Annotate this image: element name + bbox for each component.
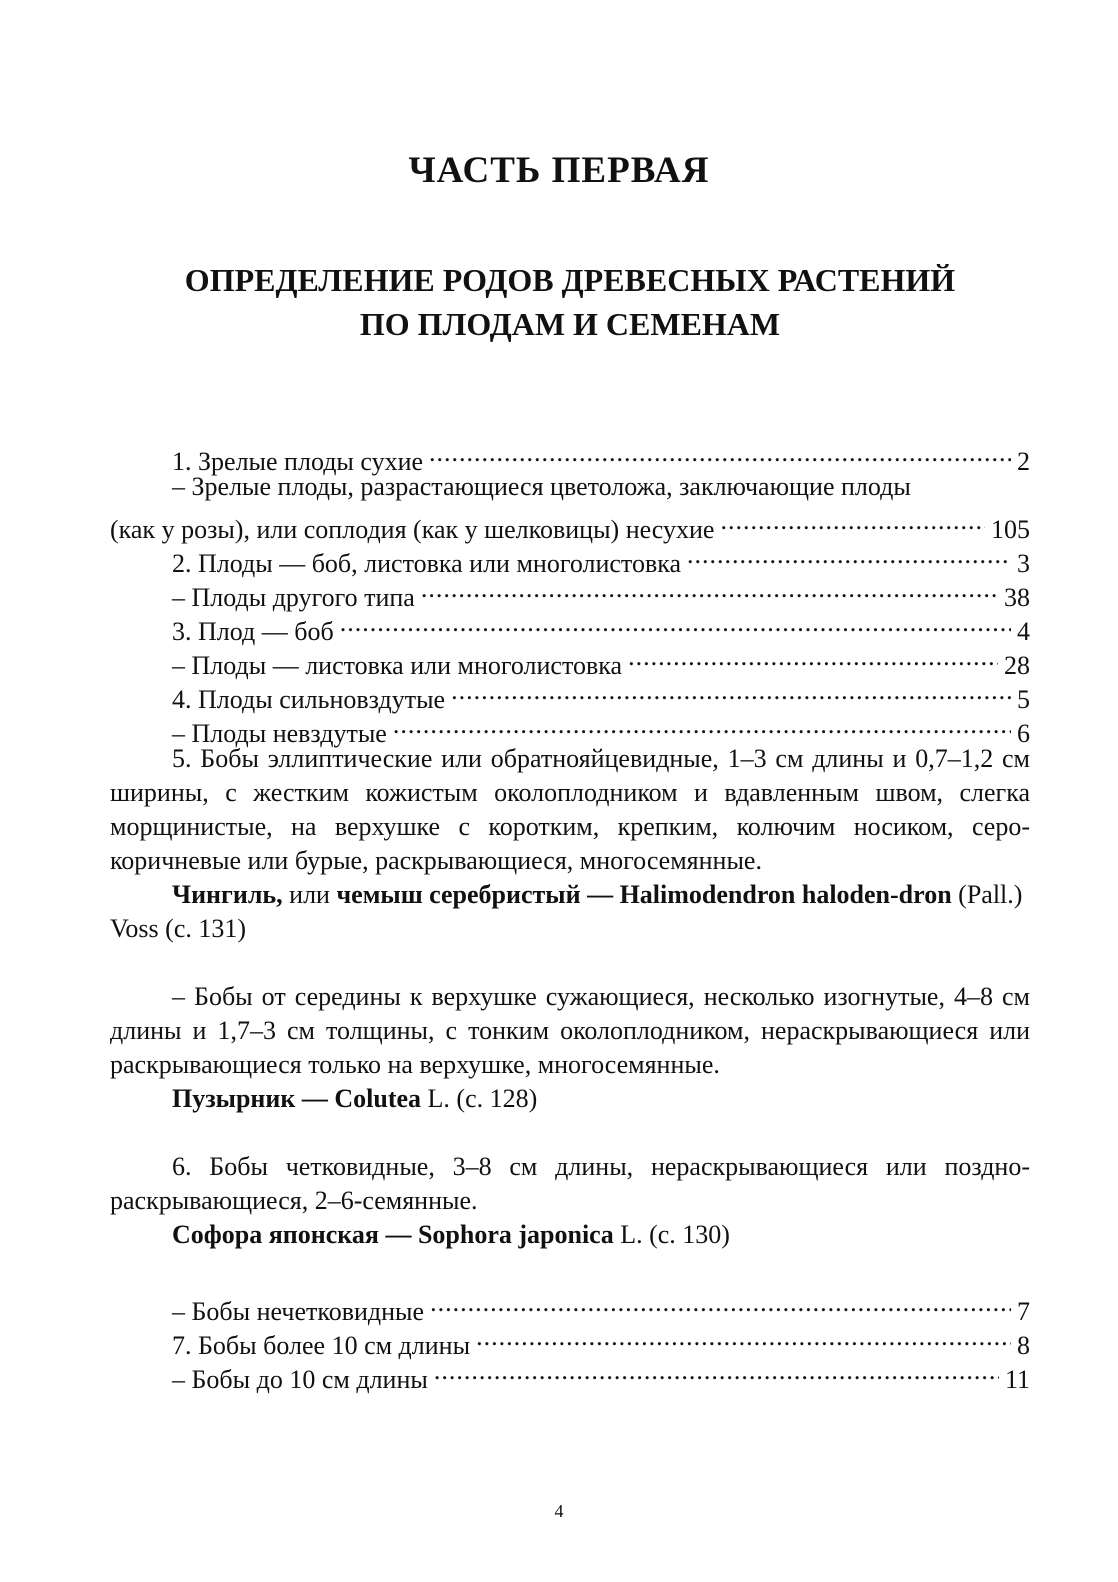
taxon-reference: L. (с. 130) — [613, 1220, 730, 1249]
key-line-text: 1. Зрелые плоды сухие — [172, 447, 424, 476]
section-title-line-2: ПО ПЛОДАМ И СЕМЕНАМ — [359, 306, 781, 342]
spacer — [110, 1116, 1030, 1150]
dot-leader — [628, 640, 998, 674]
taxon-entry-sophora — [110, 1218, 1030, 1252]
key-line-text: – Бобы до 10 см длины — [172, 1365, 428, 1394]
dot-leader — [451, 674, 1011, 708]
key-line-text: 3. Плод — боб — [172, 617, 334, 646]
dot-leader — [687, 538, 1011, 572]
dot-leader — [720, 504, 985, 538]
key-line-ref: 7 — [1017, 1297, 1030, 1326]
key-line-text: – Плоды — листовка или многолистовка — [172, 651, 623, 680]
key-paragraph-5b: – Бобы от середины к верхушке сужающиеся, несколько изогнутые, 4–8 см длины и 1,7–3 см толщины, с тонким околоплодником, нераскрывающиеся или раскрывающиеся только на верхушке, многосемянные. — [110, 982, 1030, 1079]
key-line-1b-first — [110, 470, 1030, 504]
key-line-ref: 2 — [1017, 447, 1030, 476]
key-line-ref: 8 — [1017, 1331, 1030, 1360]
key-line-text: – Плоды другого типа — [172, 583, 415, 612]
key-line-text: – Бобы нечетковидные — [172, 1297, 425, 1326]
dot-leader — [430, 1286, 1011, 1320]
dot-leader — [421, 572, 998, 606]
key-paragraph-5: 5. Бобы эллиптические или обратнояйцевидные, 1–3 см длины и 0,7–1,2 см ширины, с жестким кожистым околоплодником и вдавленным швом, слегка морщинистые, на верхушке с коротким, крепким, колючим носиком, серо-коричневые или бурые, раскрывающиеся, многосемянные. — [110, 744, 1030, 875]
key-line-text: 7. Бобы более 10 см длины — [172, 1331, 471, 1360]
taxon-entry-halimodendron — [110, 878, 1030, 946]
key-line-ref: 28 — [1004, 651, 1030, 680]
taxon-name: Чингиль, — [172, 880, 283, 909]
key-line-text: 4. Плоды сильновздутые — [172, 685, 446, 714]
key-line-text: (как у розы), или соплодия (как у шелковицы) несухие — [110, 515, 715, 544]
key-line-ref: 105 — [991, 515, 1030, 544]
dot-leader — [476, 1320, 1011, 1354]
key-line-ref: 6 — [1017, 719, 1030, 748]
taxon-name: Софора японская — Sophora japonica — [172, 1220, 614, 1249]
taxon-entry-colutea — [110, 1082, 1030, 1116]
key-line-text: – Плоды невздутые — [172, 719, 387, 748]
key-line-text: – Зрелые плоды, разрастающиеся цветоложа, заключающие плоды — [172, 472, 911, 501]
key-line-1b-second — [110, 504, 1030, 544]
key-line-ref: 11 — [1004, 1365, 1030, 1394]
identification-key — [110, 436, 1030, 1394]
key-line-1 — [110, 436, 1030, 476]
taxon-name: чемыш серебристый — Halimodendron haloden-dron — [336, 880, 952, 909]
key-line-ref: 5 — [1017, 685, 1030, 714]
dot-leader — [340, 606, 1011, 640]
key-line-text: 2. Плоды — боб, листовка или многолистовка — [172, 549, 682, 578]
spacer — [110, 1252, 1030, 1286]
key-line-6b — [110, 1286, 1030, 1326]
key-line-ref: 3 — [1017, 549, 1030, 578]
key-line-ref: 38 — [1004, 583, 1030, 612]
dot-leader — [429, 436, 1011, 470]
section-title-line-1: ОПРЕДЕЛЕНИЕ РОДОВ ДРЕВЕСНЫХ РАСТЕНИЙ — [184, 262, 956, 298]
dot-leader — [393, 708, 1011, 742]
taxon-conjunction: или — [282, 880, 337, 909]
section-title — [120, 258, 1020, 346]
key-paragraph-6: 6. Бобы четковидные, 3–8 см длины, нераскрывающиеся или поздно-раскрывающиеся, 2–6-семянные. — [110, 1152, 1030, 1215]
key-line-ref: 4 — [1017, 617, 1030, 646]
page-number: 4 — [554, 1501, 564, 1521]
taxon-reference: L. (с. 128) — [421, 1084, 538, 1113]
part-title: ЧАСТЬ ПЕРВАЯ — [408, 150, 710, 191]
spacer — [110, 946, 1030, 980]
taxon-name: Пузырник — Colutea — [172, 1084, 422, 1113]
dot-leader — [434, 1354, 999, 1388]
taxon-reference: (Pall.) Voss (с. 131) — [110, 880, 1023, 943]
